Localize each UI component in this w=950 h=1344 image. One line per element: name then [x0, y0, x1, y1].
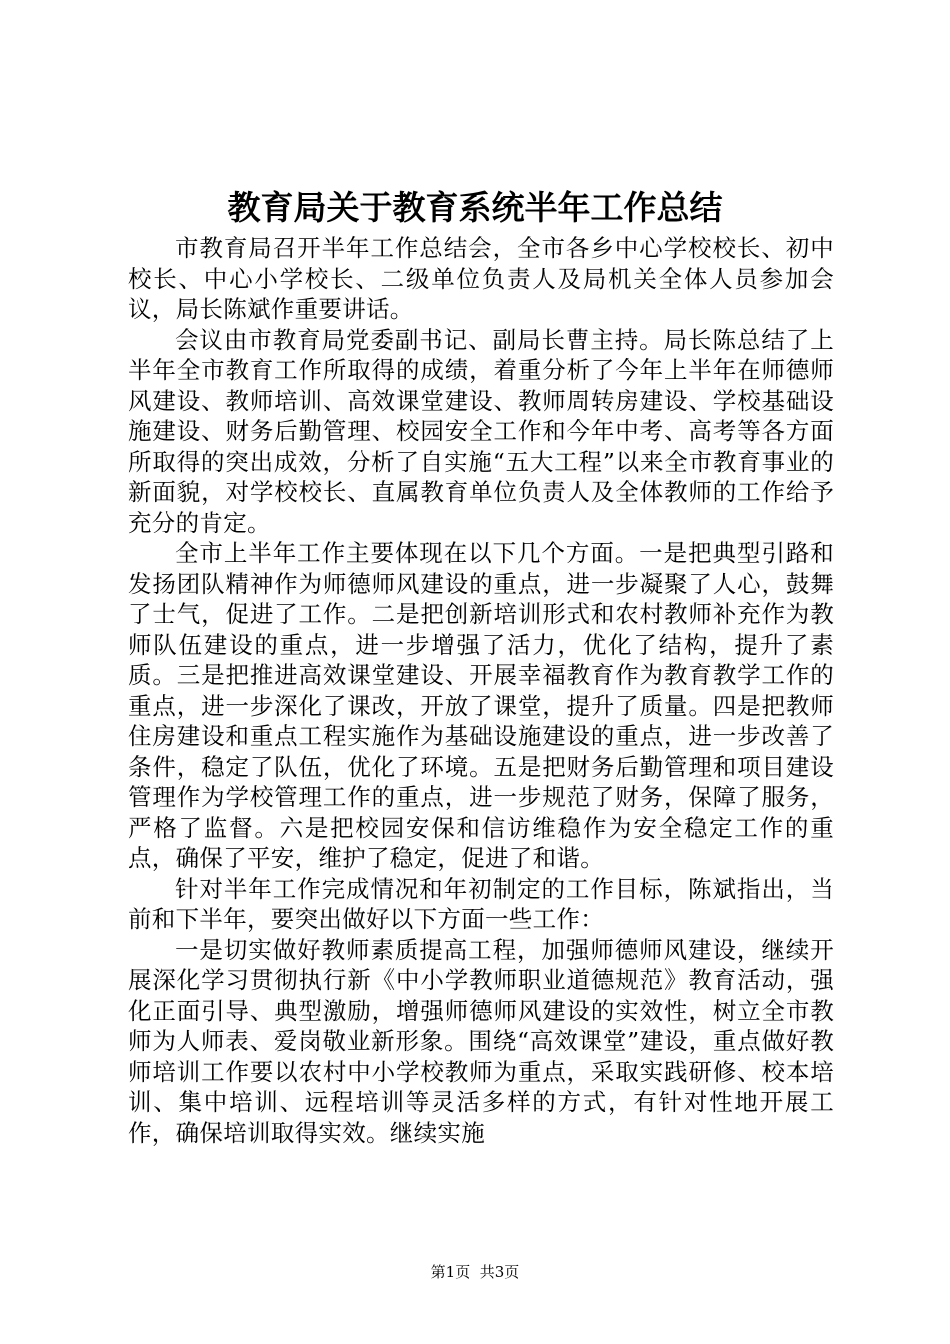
- paragraph-2: 会议由市教育局党委副书记、副局长曹主持。局长陈总结了上半年全市教育工作所取得的成绩，着重分析了今年上半年在师德师风建设、教师培训、高效课堂建设、教师周转房建设、学校基础设施建设、财务后勤管理、校园安全工作和今年中考、高考等各方面所取得的突出成效，分析了自实施“五大工程”以来全市教育事业的新面貌，对学校校长、直属教育单位负责人及全体教师的工作给予充分的肯定。: [128, 325, 834, 537]
- paragraph-3: 全市上半年工作主要体现在以下几个方面。一是把典型引路和发扬团队精神作为师德师风建设的重点，进一步凝聚了人心，鼓舞了士气，促进了工作。二是把创新培训形式和农村教师补充作为教师队伍建设的重点，进一步增强了活力，优化了结构，提升了素质。三是把推进高效课堂建设、开展幸福教育作为教育教学工作的重点，进一步深化了课改，开放了课堂，提升了质量。四是把教师住房建设和重点工程实施作为基础设施建设的重点，进一步改善了条件，稳定了队伍，优化了环境。五是把财务后勤管理和项目建设管理作为学校管理工作的重点，进一步规范了财务，保障了服务，严格了监督。六是把校园安保和信访维稳作为安全稳定工作的重点，确保了平安，维护了稳定，促进了和谐。: [128, 539, 834, 872]
- paragraph-1: 市教育局召开半年工作总结会，全市各乡中心学校校长、初中校长、中心小学校长、二级单位负责人及局机关全体人员参加会议，局长陈斌作重要讲话。: [128, 234, 834, 323]
- document-title: 教育局关于教育系统半年工作总结: [227, 188, 723, 227]
- paragraph-5: 一是切实做好教师素质提高工程，加强师德师风建设，继续开展深化学习贯彻执行新《中小学教师职业道德规范》教育活动，强化正面引导、典型激励，增强师德师风建设的实效性，树立全市教师为人师表、爱岗敬业新形象。围绕“高效课堂”建设，重点做好教师培训工作要以农村中小学校教师为重点，采取实践研修、校本培训、集中培训、远程培训等灵活多样的方式，有针对性地开展工作，确保培训取得实效。继续实施: [128, 935, 834, 1147]
- document-body: [128, 233, 834, 1148]
- page-number-current: 第1页: [430, 1263, 471, 1281]
- page-footer: [0, 1262, 950, 1282]
- page-number-total: 共3页: [479, 1263, 520, 1281]
- paragraph-4: 针对半年工作完成情况和年初制定的工作目标，陈斌指出，当前和下半年，要突出做好以下方面一些工作：: [128, 874, 834, 933]
- footer-separator: [470, 1263, 480, 1281]
